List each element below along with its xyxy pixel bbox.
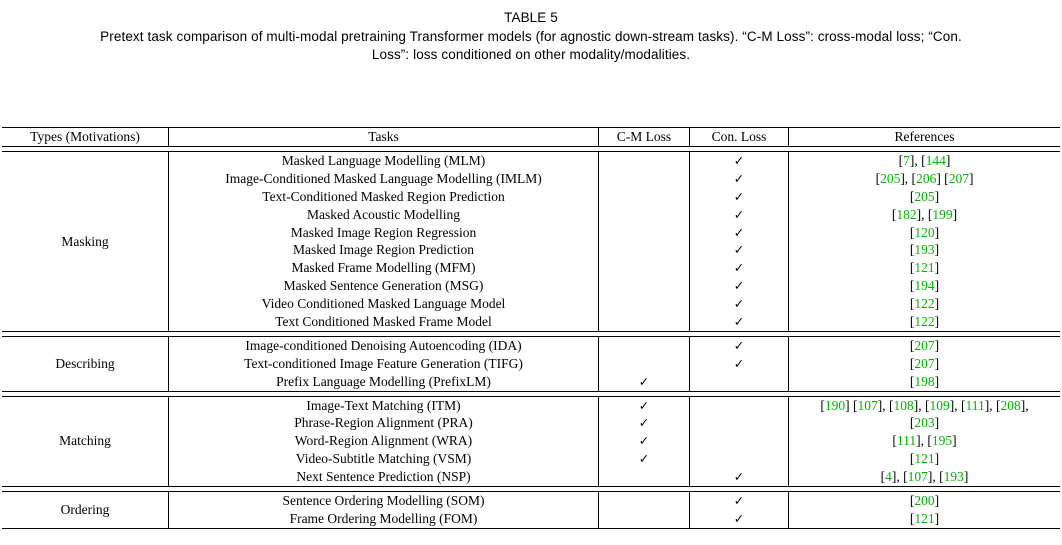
con-loss-cell <box>690 397 788 415</box>
cm-loss-cell: ✓ <box>638 433 650 449</box>
con-loss-cell <box>690 450 788 468</box>
type-cell: Describing <box>2 337 169 391</box>
refs-cell: [182], [199] <box>891 206 958 222</box>
cm-loss-cell: ✓ <box>638 451 650 467</box>
tasks-column <box>169 337 599 391</box>
header-tasks: Tasks <box>169 128 599 146</box>
cm-loss-cell <box>599 241 689 259</box>
citation-link[interactable]: 182 <box>896 206 917 222</box>
citation-link[interactable]: 107 <box>857 397 878 413</box>
con-loss-cell: ✓ <box>733 296 745 312</box>
citation-link[interactable]: 107 <box>907 469 928 485</box>
type-cell: Ordering <box>2 492 169 528</box>
citation-link[interactable]: 120 <box>914 224 935 240</box>
task-cell: Masked Acoustic Modelling <box>307 206 460 222</box>
task-cell: Sentence Ordering Modelling (SOM) <box>282 493 485 509</box>
task-cell: Image-conditioned Denoising Autoencoding (IDA) <box>245 337 522 353</box>
task-cell: Image-Text Matching (ITM) <box>306 397 461 413</box>
references-column <box>789 337 1060 391</box>
refs-cell: [7], [144] <box>898 153 951 168</box>
group-describing <box>2 337 1060 391</box>
con-loss-cell: ✓ <box>733 206 745 222</box>
cm-loss-cell <box>599 492 689 510</box>
cm-loss-column <box>599 152 690 331</box>
citation-link[interactable]: 108 <box>893 397 914 413</box>
cm-loss-cell: ✓ <box>638 373 650 389</box>
citation-link[interactable]: 194 <box>914 278 935 294</box>
table-number: TABLE 5 <box>504 10 558 25</box>
group-ordering <box>2 492 1060 528</box>
caption-line-2: Loss”: loss conditioned on other modality/modalities. <box>371 47 691 62</box>
references-column <box>789 152 1060 331</box>
cm-loss-cell <box>599 152 689 170</box>
citation-link[interactable]: 121 <box>914 510 935 526</box>
con-loss-cell: ✓ <box>733 153 745 168</box>
refs-cell: [120] <box>909 224 940 240</box>
citation-link[interactable]: 109 <box>929 397 950 413</box>
con-loss-cell <box>690 414 788 432</box>
header-cm-loss: C-M Loss <box>599 128 690 146</box>
refs-cell: [207] <box>909 337 940 353</box>
task-cell: Image-Conditioned Masked Language Modelling (IMLM) <box>225 170 542 186</box>
con-loss-cell: ✓ <box>733 355 745 371</box>
con-loss-cell: ✓ <box>733 170 745 186</box>
refs-cell: [194] <box>909 278 940 294</box>
con-loss-column <box>690 397 789 486</box>
refs-cell: [207] <box>909 355 940 371</box>
citation-link[interactable]: 195 <box>931 433 953 449</box>
citation-link[interactable]: 121 <box>914 260 935 276</box>
task-cell: Phrase-Region Alignment (PRA) <box>294 415 473 431</box>
refs-cell: [4], [107], [193] <box>880 469 969 485</box>
type-cell: Matching <box>2 397 169 486</box>
con-loss-cell: ✓ <box>733 188 745 204</box>
cm-loss-cell <box>599 468 689 486</box>
cm-loss-cell <box>599 206 689 224</box>
con-loss-cell: ✓ <box>733 493 745 509</box>
citation-link[interactable]: 205 <box>880 170 901 186</box>
refs-cell: [205] <box>909 188 940 204</box>
con-loss-cell: ✓ <box>733 337 745 353</box>
task-cell: Masked Language Modelling (MLM) <box>281 153 486 168</box>
task-cell: Text-Conditioned Masked Region Prediction <box>262 188 505 204</box>
group-masking <box>2 152 1060 331</box>
con-loss-column <box>690 152 789 331</box>
task-cell: Video-Subtitle Matching (VSM) <box>295 451 472 467</box>
refs-cell: [193] <box>909 242 940 258</box>
cm-loss-cell <box>599 355 689 373</box>
citation-link[interactable]: 203 <box>914 415 935 431</box>
refs-cell: [121] <box>909 510 940 526</box>
citation-link[interactable]: 207 <box>948 170 969 186</box>
cm-loss-column <box>599 492 690 528</box>
task-cell: Masked Sentence Generation (MSG) <box>283 278 484 294</box>
citation-link[interactable]: 193 <box>943 469 964 485</box>
citation-link[interactable]: 122 <box>914 314 935 330</box>
cm-loss-column <box>599 397 690 486</box>
citation-link[interactable]: 207 <box>914 337 935 353</box>
citation-link[interactable]: 144 <box>925 153 946 168</box>
refs-cell: [122] <box>909 314 940 330</box>
citation-link[interactable]: 111 <box>896 433 917 449</box>
citation-link[interactable]: 208 <box>1000 397 1021 413</box>
group-matching <box>2 397 1060 486</box>
header-references: References <box>894 129 955 145</box>
con-loss-cell: ✓ <box>733 242 745 258</box>
con-loss-column <box>690 337 789 391</box>
cm-loss-cell <box>599 295 689 313</box>
refs-cell: [190] [107], [108], [109], [111], [208], <box>820 397 1029 413</box>
task-cell: Next Sentence Prediction (NSP) <box>296 469 471 485</box>
refs-cell: [205], [206] [207] <box>875 170 974 186</box>
table-header-row <box>2 128 1060 146</box>
refs-cell: [122] <box>909 296 940 312</box>
refs-cell: [121] <box>909 260 940 276</box>
task-cell: Prefix Language Modelling (PrefixLM) <box>276 373 491 389</box>
tasks-column <box>169 397 599 486</box>
refs-cell: [111], [195] <box>892 433 957 449</box>
citation-link[interactable]: 200 <box>914 493 935 509</box>
task-cell: Text Conditioned Masked Frame Model <box>275 314 492 330</box>
refs-cell: [203] <box>909 415 940 431</box>
citation-link[interactable]: 199 <box>932 206 953 222</box>
con-loss-cell: ✓ <box>733 278 745 294</box>
citation-link[interactable]: 193 <box>914 242 935 258</box>
con-loss-cell: ✓ <box>733 260 745 276</box>
citation-link[interactable]: 121 <box>914 451 935 467</box>
cm-loss-cell: ✓ <box>638 415 650 431</box>
task-cell: Video Conditioned Masked Language Model <box>261 296 506 312</box>
citation-link[interactable]: 190 <box>824 397 846 413</box>
cm-loss-cell <box>599 259 689 277</box>
task-cell: Masked Image Region Prediction <box>292 242 475 258</box>
cm-loss-cell <box>599 510 689 528</box>
cm-loss-cell: ✓ <box>638 397 650 413</box>
task-cell: Text-conditioned Image Feature Generation (TIFG) <box>244 355 523 371</box>
citation-link[interactable]: 207 <box>914 355 935 371</box>
citation-link[interactable]: 7 <box>903 153 910 168</box>
references-column <box>789 397 1060 486</box>
con-loss-cell: ✓ <box>733 469 745 485</box>
refs-cell: [200] <box>909 493 940 509</box>
task-cell: Masked Frame Modelling (MFM) <box>291 260 476 276</box>
table-groups <box>2 152 1060 528</box>
header-con-loss: Con. Loss <box>690 128 789 146</box>
caption-line-1: Pretext task comparison of multi-modal pretraining Transformer models (for agnostic down-stream tasks). “C-M Loss”: cross-modal loss; “Con. <box>100 28 962 44</box>
con-loss-cell <box>690 432 788 450</box>
cm-loss-cell <box>599 313 689 331</box>
refs-cell: [121] <box>909 451 940 467</box>
tasks-column <box>169 152 599 331</box>
tasks-column <box>169 492 599 528</box>
cm-loss-cell <box>599 224 689 242</box>
references-column <box>789 492 1060 528</box>
citation-link[interactable]: 206 <box>916 170 937 186</box>
refs-cell: [198] <box>909 373 940 389</box>
con-loss-cell: ✓ <box>733 510 745 526</box>
cm-loss-cell <box>599 277 689 295</box>
table-caption <box>0 9 1062 65</box>
con-loss-cell: ✓ <box>733 224 745 240</box>
con-loss-cell: ✓ <box>733 314 745 330</box>
task-cell: Word-Region Alignment (WRA) <box>294 433 473 449</box>
cm-loss-cell <box>599 188 689 206</box>
citation-link[interactable]: 111 <box>965 397 985 413</box>
citation-link[interactable]: 198 <box>914 373 935 389</box>
type-cell: Masking <box>2 152 169 331</box>
task-cell: Masked Image Region Regression <box>290 224 477 240</box>
con-loss-column <box>690 492 789 528</box>
header-types: Types (Motivations) <box>2 128 169 146</box>
con-loss-cell <box>690 373 788 391</box>
pretext-task-table <box>2 127 1060 529</box>
cm-loss-cell <box>599 337 689 355</box>
citation-link[interactable]: 122 <box>914 296 935 312</box>
citation-link[interactable]: 4 <box>885 469 892 485</box>
cm-loss-cell <box>599 170 689 188</box>
task-cell: Frame Ordering Modelling (FOM) <box>289 510 478 526</box>
citation-link[interactable]: 205 <box>914 188 935 204</box>
cm-loss-column <box>599 337 690 391</box>
